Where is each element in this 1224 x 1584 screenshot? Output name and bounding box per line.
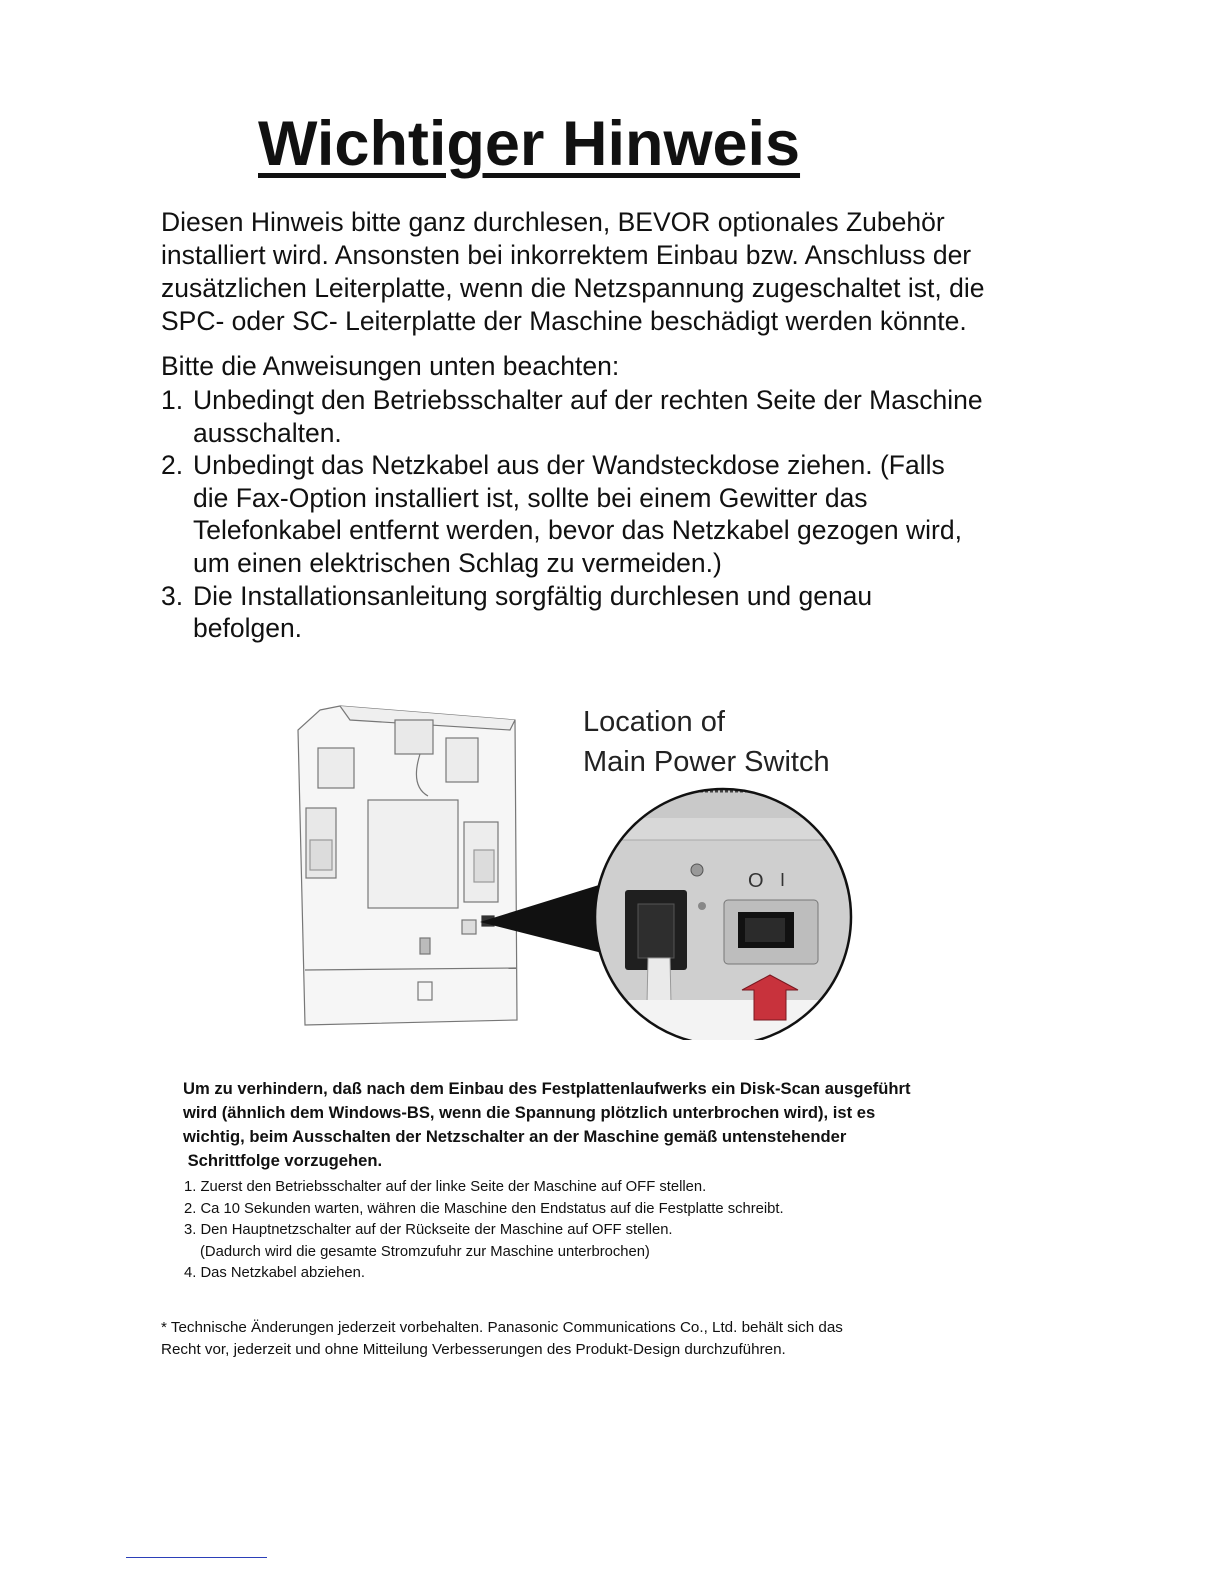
switch-off-symbol: O xyxy=(748,870,764,892)
intro-line: SPC- oder SC- Leiterplatte der Maschine beschädigt werden könnte. xyxy=(161,306,967,336)
steps-heading: Bitte die Anweisungen unten beachten: xyxy=(161,351,620,381)
warning-line: wird (ähnlich dem Windows-BS, wenn die Spannung plötzlich unterbrochen wird), ist es xyxy=(183,1103,876,1122)
step-number: 3. xyxy=(161,580,184,611)
procedure-note: (Dadurch wird die gesamte Stromzufuhr zur Maschine unterbrochen) xyxy=(200,1243,650,1260)
step-item xyxy=(161,384,1061,449)
procedure-step: 4. Das Netzkabel abziehen. xyxy=(184,1265,365,1282)
power-switch-caption xyxy=(583,702,830,782)
footnote-line: * Technische Änderungen jederzeit vorbehalten. Panasonic Communications Co., Ltd. behält sich das xyxy=(161,1319,843,1336)
step-text: ausschalten. xyxy=(193,417,342,448)
caption-line: Main Power Switch xyxy=(583,746,830,778)
step-text: die Fax-Option installiert ist, sollte bei einem Gewitter das xyxy=(193,482,868,513)
warning-line: Um zu verhindern, daß nach dem Einbau des Festplattenlaufwerks ein Disk-Scan ausgeführt xyxy=(183,1079,911,1098)
warning-line: wichtig, beim Ausschalten der Netzschalter an der Maschine gemäß untenstehender xyxy=(183,1127,847,1146)
instruction-steps xyxy=(161,384,1061,645)
intro-line: zusätzlichen Leiterplatte, wenn die Netzspannung zugeschaltet ist, die xyxy=(161,273,985,303)
step-text: Unbedingt das Netzkabel aus der Wandsteckdose ziehen. (Falls xyxy=(193,450,945,481)
procedure-step: 2. Ca 10 Sekunden warten, währen die Maschine den Endstatus auf die Festplatte schreibt. xyxy=(184,1200,784,1217)
caption-line: Location of xyxy=(583,706,725,738)
footnote xyxy=(161,1317,1061,1361)
step-text: Unbedingt den Betriebsschalter auf der rechten Seite der Maschine xyxy=(193,385,983,415)
step-number: 1. xyxy=(161,385,184,415)
step-text: Telefonkabel entfernt werden, bevor das Netzkabel gezogen wird, xyxy=(193,515,962,546)
step-text: Die Installationsanleitung sorgfältig durchlesen und genau xyxy=(193,580,873,611)
intro-line: installiert wird. Ansonsten bei inkorrektem Einbau bzw. Anschluss der xyxy=(161,240,972,270)
step-item xyxy=(161,580,1061,645)
procedure-step: 1. Zuerst den Betriebsschalter auf der linke Seite der Maschine auf OFF stellen. xyxy=(184,1179,707,1195)
intro-paragraph xyxy=(161,206,1061,338)
bottom-rule xyxy=(126,1557,267,1558)
step-number: 2. xyxy=(161,450,184,481)
power-switch-figure xyxy=(280,690,880,1040)
intro-line: Diesen Hinweis bitte ganz durchlesen, BEVOR optionales Zubehör xyxy=(161,207,945,237)
step-text: befolgen. xyxy=(193,613,303,644)
step-item xyxy=(161,449,1061,579)
shutdown-procedure xyxy=(184,1177,1044,1285)
step-text: um einen elektrischen Schlag zu vermeiden.) xyxy=(193,547,722,578)
switch-on-symbol: I xyxy=(780,870,786,890)
switch-closeup xyxy=(580,780,870,1040)
footnote-line: Recht vor, jederzeit und ohne Mitteilung Verbesserungen des Produkt-Design durchzuführen. xyxy=(161,1341,786,1358)
page-title: Wichtiger Hinweis xyxy=(258,109,801,179)
shutdown-warning xyxy=(183,1077,1043,1173)
machine-rear-view xyxy=(298,706,517,1025)
warning-line: Schrittfolge vorzugehen. xyxy=(183,1151,383,1170)
procedure-step: 3. Den Hauptnetzschalter auf der Rückseite der Maschine auf OFF stellen. xyxy=(184,1222,673,1239)
